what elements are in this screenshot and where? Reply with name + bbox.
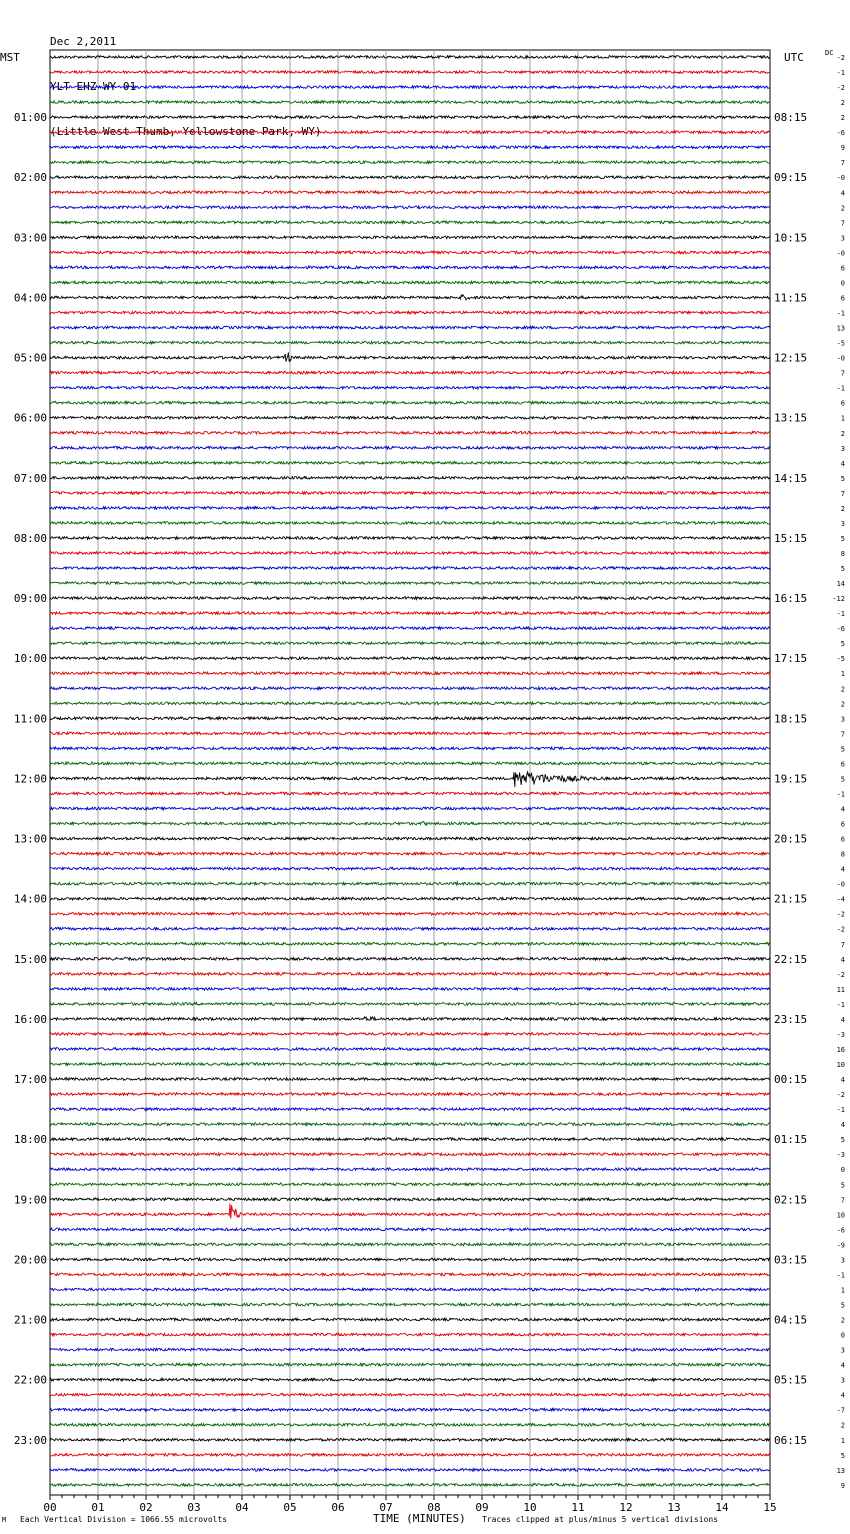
trace-line [50, 1228, 770, 1231]
dc-offset-label: -0 [836, 249, 845, 258]
dc-offset-label: 2 [840, 700, 845, 709]
x-tick-label: 01 [91, 1501, 105, 1514]
dc-offset-label: 2 [840, 1421, 845, 1430]
trace-line [50, 1484, 770, 1487]
trace-line [50, 1408, 770, 1411]
trace-line [50, 958, 770, 961]
chart-date: Dec 2,2011 [50, 35, 117, 48]
dc-offset-label: 4 [840, 1015, 845, 1024]
dc-offset-label: -1 [836, 790, 845, 799]
mst-hour-label: 16:00 [13, 1012, 47, 1026]
trace-line [50, 702, 770, 705]
dc-offset-label: 4 [840, 865, 845, 874]
mst-hour-label: 03:00 [13, 231, 47, 245]
dc-offset-label: 2 [840, 1316, 845, 1325]
dc-offset-label: 2 [840, 204, 845, 213]
trace-line [50, 1123, 770, 1126]
dc-offset-label: 7 [840, 730, 845, 739]
trace-line [50, 206, 770, 209]
trace-line [50, 1258, 770, 1261]
dc-offset-label: 5 [840, 534, 845, 543]
dc-offset-label: 7 [840, 369, 845, 378]
dc-offset-label: -0 [836, 880, 845, 889]
station-location: (Little West Thumb, Yellowstone Park, WY) [50, 125, 322, 138]
trace-line [50, 1454, 770, 1457]
dc-offset-label: 5 [840, 1301, 845, 1310]
trace-line [50, 326, 770, 329]
trace-line [50, 657, 770, 660]
dc-offset-label: 4 [840, 955, 845, 964]
utc-hour-label: 03:15 [774, 1253, 808, 1267]
trace-line [50, 221, 770, 224]
dc-offset-label: 5 [840, 1451, 845, 1460]
trace-line [50, 492, 770, 495]
trace-line [50, 146, 770, 149]
mst-hour-label: 18:00 [13, 1133, 47, 1147]
trace-line [50, 747, 770, 750]
dc-offset-label: 3 [840, 1376, 845, 1385]
utc-hour-label: 05:15 [774, 1373, 808, 1387]
trace-line [50, 401, 770, 404]
mst-hour-label: 19:00 [13, 1193, 47, 1207]
trace-line [50, 1183, 770, 1186]
footer-mark: M [2, 1516, 7, 1524]
mst-hour-label: 14:00 [13, 892, 47, 906]
trace-line [50, 1348, 770, 1351]
dc-offset-label: 6 [840, 294, 845, 303]
trace-line [50, 1288, 770, 1291]
dc-offset-label: 11 [836, 985, 845, 994]
mst-hour-label: 09:00 [13, 592, 47, 606]
trace-line [50, 1168, 770, 1171]
mst-hour-label: 07:00 [13, 471, 47, 485]
mst-hour-label: 06:00 [13, 411, 47, 425]
dc-offset-label: 6 [840, 399, 845, 408]
utc-hour-label: 10:15 [774, 231, 808, 245]
mst-hour-label: 15:00 [13, 952, 47, 966]
dc-offset-label: -12 [832, 595, 845, 604]
dc-offset-label: -1 [836, 309, 845, 318]
dc-offset-label: 2 [840, 99, 845, 108]
station-code: YLT EHZ WY 01 [50, 80, 137, 93]
dc-offset-label: 4 [840, 1076, 845, 1085]
utc-hour-label: 13:15 [774, 411, 808, 425]
utc-hour-label: 11:15 [774, 291, 808, 305]
trace-line [50, 1273, 770, 1276]
trace-line [50, 912, 770, 915]
mst-axis-label: MST [0, 51, 20, 64]
x-tick-label: 08 [427, 1501, 441, 1514]
dc-offset-label: 3 [840, 1256, 845, 1265]
trace-line [50, 807, 770, 810]
trace-line [50, 266, 770, 269]
dc-offset-label: 3 [840, 234, 845, 243]
trace-line [50, 447, 770, 450]
trace-line [50, 1093, 770, 1096]
trace-line [50, 462, 770, 465]
utc-hour-label: 14:15 [774, 471, 808, 485]
utc-hour-label: 23:15 [774, 1012, 808, 1026]
trace-line [50, 687, 770, 690]
mst-hour-label: 20:00 [13, 1253, 47, 1267]
utc-hour-label: 22:15 [774, 952, 808, 966]
trace-line [50, 341, 770, 344]
dc-offset-label: -2 [836, 84, 845, 93]
dc-offset-label: 7 [840, 219, 845, 228]
utc-axis-label: UTC [784, 51, 804, 64]
x-tick-label: 04 [235, 1501, 249, 1514]
trace-line [50, 386, 770, 389]
dc-offset-label: 6 [840, 760, 845, 769]
dc-offset-label: -1 [836, 69, 845, 78]
trace-line [50, 672, 770, 675]
dc-offset-label: 3 [840, 519, 845, 528]
trace-line [50, 1033, 770, 1036]
dc-offset-label: -6 [836, 129, 845, 138]
x-tick-label: 07 [379, 1501, 393, 1514]
dc-offset-label: 3 [840, 1346, 845, 1355]
trace-line [50, 1138, 770, 1141]
dc-offset-label: -2 [836, 970, 845, 979]
dc-offset-label: -2 [836, 925, 845, 934]
trace-line [50, 1063, 770, 1066]
trace-line [50, 1318, 770, 1321]
x-tick-label: 03 [187, 1501, 201, 1514]
dc-offset-label: 10 [836, 1061, 845, 1070]
label-layer [14, 54, 845, 1514]
dc-offset-label: 5 [840, 745, 845, 754]
trace-line [50, 732, 770, 735]
trace-line [50, 295, 770, 300]
dc-offset-label: 7 [840, 1196, 845, 1205]
mst-hour-label: 22:00 [13, 1373, 47, 1387]
trace-line [50, 792, 770, 795]
x-tick-label: 15 [763, 1501, 777, 1514]
utc-hour-label: 19:15 [774, 772, 808, 786]
trace-line [50, 762, 770, 765]
trace-line [50, 116, 770, 119]
dc-offset-label: 3 [840, 715, 845, 724]
trace-line [50, 627, 770, 630]
dc-offset-label: -4 [836, 895, 845, 904]
x-tick-label: 14 [715, 1501, 729, 1514]
trace-line [50, 988, 770, 991]
trace-line [50, 56, 770, 59]
utc-hour-label: 09:15 [774, 171, 808, 185]
utc-hour-label: 20:15 [774, 832, 808, 846]
dc-offset-label: 7 [840, 159, 845, 168]
mst-hour-label: 11:00 [13, 712, 47, 726]
trace-line [50, 1017, 770, 1020]
x-tick-label: 12 [619, 1501, 633, 1514]
dc-offset-label: 1 [840, 670, 845, 679]
trace-line [50, 161, 770, 164]
dc-offset-label: 9 [840, 144, 845, 153]
trace-line [50, 1423, 770, 1426]
mst-hour-label: 04:00 [13, 291, 47, 305]
dc-offset-label: 1 [840, 1286, 845, 1295]
dc-offset-label: 8 [840, 850, 845, 859]
trace-line [50, 552, 770, 555]
trace-line [50, 281, 770, 284]
dc-offset-label: -1 [836, 384, 845, 393]
dc-offset-label: 8 [840, 549, 845, 558]
utc-hour-label: 18:15 [774, 712, 808, 726]
trace-line [50, 1363, 770, 1366]
trace-line [50, 1048, 770, 1051]
trace-line [50, 353, 770, 362]
dc-offset-label: 5 [840, 775, 845, 784]
mst-hour-label: 01:00 [13, 111, 47, 125]
dc-offset-label: 2 [840, 114, 845, 123]
dc-offset-label: -1 [836, 1000, 845, 1009]
trace-line [50, 236, 770, 239]
dc-offset-label: -1 [836, 1271, 845, 1280]
utc-hour-label: 12:15 [774, 351, 808, 365]
x-tick-label: 02 [139, 1501, 153, 1514]
dc-offset-label: 6 [840, 820, 845, 829]
dc-offset-label: -6 [836, 625, 845, 634]
mst-hour-label: 21:00 [13, 1313, 47, 1327]
dc-offset-label: 0 [840, 1331, 845, 1340]
dc-offset-label: 6 [840, 835, 845, 844]
mst-hour-label: 05:00 [13, 351, 47, 365]
trace-line [50, 1153, 770, 1156]
utc-hour-label: 16:15 [774, 592, 808, 606]
trace-line [50, 176, 770, 179]
trace-line [50, 1393, 770, 1396]
trace-line [50, 717, 770, 720]
dc-offset-label: 4 [840, 1391, 845, 1400]
trace-line [50, 852, 770, 855]
trace-line [50, 101, 770, 104]
trace-line [50, 927, 770, 930]
dc-offset-label: 9 [840, 1481, 845, 1490]
trace-line [50, 612, 770, 615]
x-tick-label: 06 [331, 1501, 345, 1514]
x-axis-title: TIME (MINUTES) [373, 1512, 466, 1525]
dc-offset-label: 14 [836, 580, 845, 589]
utc-hour-label: 06:15 [774, 1433, 808, 1447]
x-tick-label: 10 [523, 1501, 537, 1514]
mst-hour-label: 23:00 [13, 1433, 47, 1447]
dc-offset-label: 5 [840, 1136, 845, 1145]
dc-offset-label: -2 [836, 1091, 845, 1100]
dc-offset-label: 16 [836, 1045, 845, 1054]
trace-line [50, 567, 770, 570]
dc-offset-label: -3 [836, 1030, 845, 1039]
dc-offset-label: 13 [836, 1466, 845, 1475]
dc-offset-label: 4 [840, 1361, 845, 1370]
trace-line [50, 251, 770, 254]
trace-line [50, 477, 770, 480]
dc-offset-label: 10 [836, 1211, 845, 1220]
trace-line [50, 522, 770, 525]
trace-line [50, 1439, 770, 1442]
dc-offset-label: -2 [836, 54, 845, 62]
trace-line [50, 1198, 770, 1201]
trace-line [50, 821, 770, 825]
trace-line [50, 1203, 770, 1218]
utc-hour-label: 21:15 [774, 892, 808, 906]
x-tick-label: 13 [667, 1501, 681, 1514]
trace-line [50, 1378, 770, 1381]
trace-line [50, 432, 770, 435]
dc-offset-label: -6 [836, 1226, 845, 1235]
dc-offset-label: 2 [840, 429, 845, 438]
trace-line [50, 882, 770, 885]
trace-layer [50, 56, 770, 1486]
mst-hour-label: 02:00 [13, 171, 47, 185]
dc-offset-label: 7 [840, 489, 845, 498]
mst-hour-label: 17:00 [13, 1073, 47, 1087]
dc-offset-label: -2 [836, 910, 845, 919]
dc-offset-label: -1 [836, 610, 845, 619]
trace-line [50, 1469, 770, 1472]
x-tick-label: 00 [43, 1501, 57, 1514]
trace-line [50, 867, 770, 870]
dc-column-label: DC [825, 49, 834, 57]
dc-offset-label: 4 [840, 459, 845, 468]
trace-line [50, 507, 770, 510]
dc-offset-label: 2 [840, 685, 845, 694]
dc-offset-label: -9 [836, 1241, 845, 1250]
dc-offset-label: 0 [840, 279, 845, 288]
dc-offset-label: 5 [840, 474, 845, 483]
mst-hour-label: 12:00 [13, 772, 47, 786]
trace-line [50, 973, 770, 976]
dc-offset-label: -0 [836, 174, 845, 183]
trace-line [50, 311, 770, 314]
trace-line [50, 537, 770, 540]
trace-line [50, 86, 770, 89]
x-tick-label: 11 [571, 1501, 585, 1514]
trace-line [50, 371, 770, 374]
dc-offset-label: 5 [840, 1181, 845, 1190]
trace-line [50, 642, 770, 645]
dc-offset-label: -3 [836, 1151, 845, 1160]
trace-line [50, 71, 770, 74]
dc-offset-label: 3 [840, 444, 845, 453]
dc-offset-label: 4 [840, 805, 845, 814]
trace-line [50, 943, 770, 946]
dc-offset-label: 0 [840, 1166, 845, 1175]
dc-offset-label: 13 [836, 324, 845, 333]
dc-offset-label: -7 [836, 1406, 845, 1415]
dc-offset-label: 2 [840, 504, 845, 513]
trace-line [50, 597, 770, 600]
mst-hour-label: 13:00 [13, 832, 47, 846]
dc-offset-label: 5 [840, 640, 845, 649]
utc-hour-label: 15:15 [774, 531, 808, 545]
trace-line [50, 1243, 770, 1246]
trace-line [50, 1078, 770, 1081]
clip-note: Traces clipped at plus/minus 5 vertical divisions [482, 1515, 719, 1524]
trace-line [50, 1333, 770, 1336]
scale-note: Each Vertical Division = 1066.55 microvolts [20, 1515, 228, 1524]
utc-hour-label: 00:15 [774, 1073, 808, 1087]
dc-offset-label: 7 [840, 940, 845, 949]
utc-hour-label: 08:15 [774, 111, 808, 125]
dc-offset-label: -5 [836, 339, 845, 348]
dc-offset-label: 1 [840, 414, 845, 423]
utc-hour-label: 01:15 [774, 1133, 808, 1147]
mst-hour-label: 10:00 [13, 652, 47, 666]
dc-offset-label: -0 [836, 354, 845, 363]
trace-line [50, 1003, 770, 1006]
trace-line [50, 582, 770, 585]
dc-offset-label: 5 [840, 565, 845, 574]
x-tick-label: 09 [475, 1501, 489, 1514]
trace-line [50, 1303, 770, 1306]
dc-offset-label: -1 [836, 1106, 845, 1115]
utc-hour-label: 17:15 [774, 652, 808, 666]
trace-line [50, 416, 770, 419]
mst-hour-label: 08:00 [13, 531, 47, 545]
dc-offset-label: 1 [840, 1436, 845, 1445]
trace-line [50, 837, 770, 840]
dc-offset-label: 4 [840, 1121, 845, 1130]
dc-offset-label: -5 [836, 655, 845, 664]
dc-offset-label: 4 [840, 189, 845, 198]
trace-line [50, 1108, 770, 1111]
x-tick-label: 05 [283, 1501, 297, 1514]
trace-line [50, 772, 770, 787]
trace-line [50, 897, 770, 900]
dc-offset-label: 6 [840, 264, 845, 273]
trace-line [50, 191, 770, 194]
utc-hour-label: 04:15 [774, 1313, 808, 1327]
utc-hour-label: 02:15 [774, 1193, 808, 1207]
trace-line [50, 131, 770, 134]
